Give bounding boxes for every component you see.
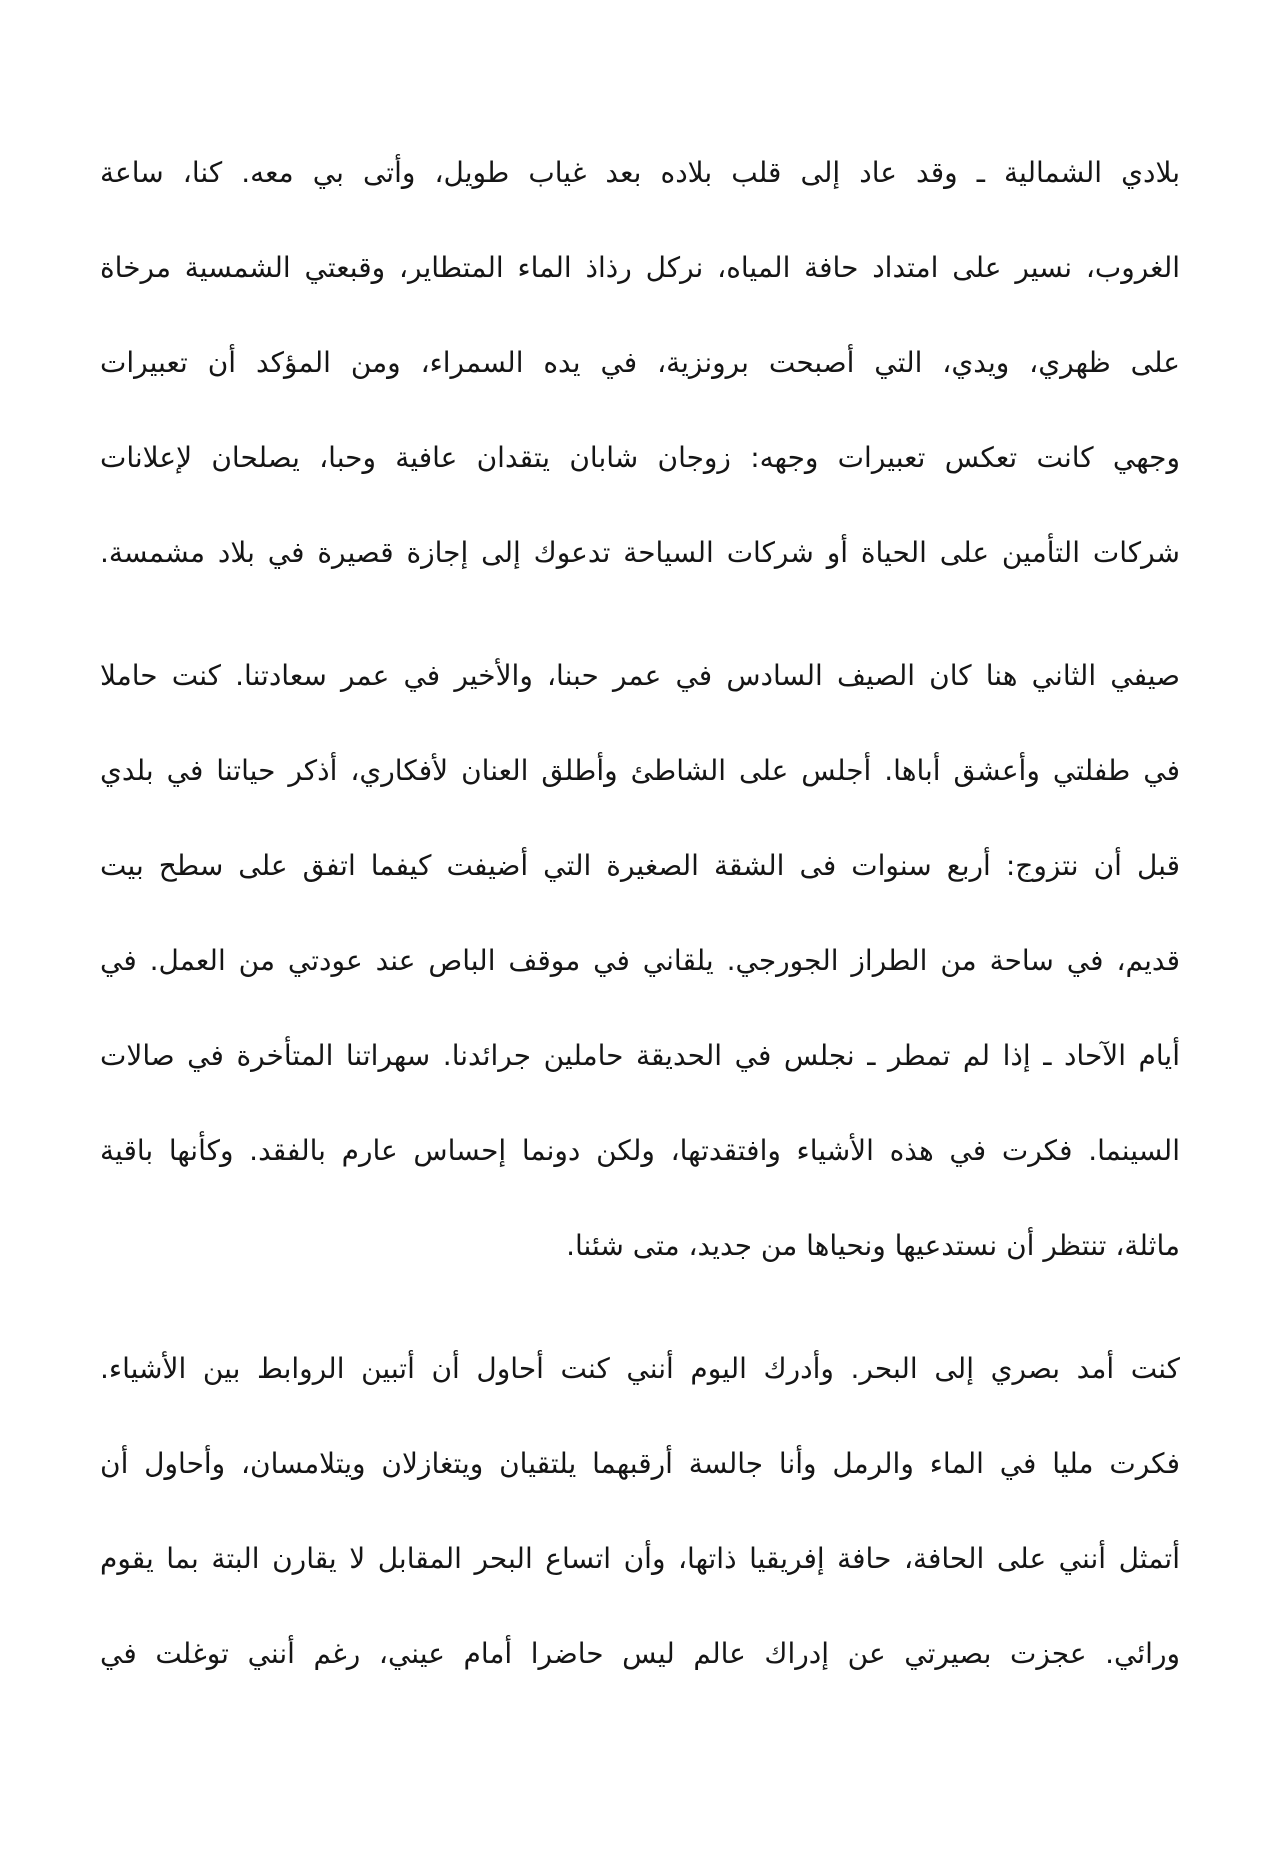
paragraph-3 [100,1321,1180,1701]
text-line: ماثلة، تنتظر أن نستدعيها ونحياها من جديد، متى شئنا. [566,1229,1180,1262]
text-line: في طفلتي وأعشق أباها. أجلس على الشاطئ وأطلق العنان لأفكاري، أذكر حياتنا في بلدي [100,754,1180,787]
text-line: وجهي كانت تعكس تعبيرات وجهه: زوجان شابان يتقدان عافية وحبا، يصلحان لإعلانات [100,441,1180,474]
text-line: قبل أن نتزوج: أربع سنوات فى الشقة الصغيرة التي أضيفت كيفما اتفق على سطح بيت [100,849,1180,882]
text-line: بلادي الشمالية ـ وقد عاد إلى قلب بلاده بعد غياب طويل، وأتى بي معه. كنا، ساعة [100,156,1180,189]
text-line: على ظهري، ويدي، التي أصبحت برونزية، في يده السمراء، ومن المؤكد أن تعبيرات [100,346,1180,379]
text-line: السينما. فكرت في هذه الأشياء وافتقدتها، ولكن دونما إحساس عارم بالفقد. وكأنها باقية [100,1134,1180,1167]
text-line: صيفي الثاني هنا كان الصيف السادس في عمر حبنا، والأخير في عمر سعادتنا. كنت حاملا [100,659,1180,692]
text-line: قديم، في ساحة من الطراز الجورجي. يلقاني في موقف الباص عند عودتي من العمل. في [100,944,1180,977]
text-line: شركات التأمين على الحياة أو شركات السياحة تدعوك إلى إجازة قصيرة في بلاد مشمسة. [100,536,1180,569]
paragraph-1 [100,125,1180,600]
text-line: كنت أمد بصري إلى البحر. وأدرك اليوم أنني كنت أحاول أن أتبين الروابط بين الأشياء. [100,1352,1180,1385]
text-line: الغروب، نسير على امتداد حافة المياه، نركل رذاذ الماء المتطاير، وقبعتي الشمسية مرخاة [100,251,1180,284]
text-line: أيام الآحاد ـ إذا لم تمطر ـ نجلس في الحديقة حاملين جرائدنا. سهراتنا المتأخرة في صالات [100,1039,1180,1072]
paragraph-2 [100,628,1180,1293]
text-line: أتمثل أنني على الحافة، حافة إفريقيا ذاتها، وأن اتساع البحر المقابل لا يقارن البتة بما يقوم [100,1542,1180,1575]
text-line: ورائي. عجزت بصيرتي عن إدراك عالم ليس حاضرا أمام عيني، رغم أنني توغلت في [100,1637,1180,1670]
text-line: فكرت مليا في الماء والرمل وأنا جالسة أرقبهما يلتقيان ويتغازلان ويتلامسان، وأحاول أن [100,1447,1180,1480]
